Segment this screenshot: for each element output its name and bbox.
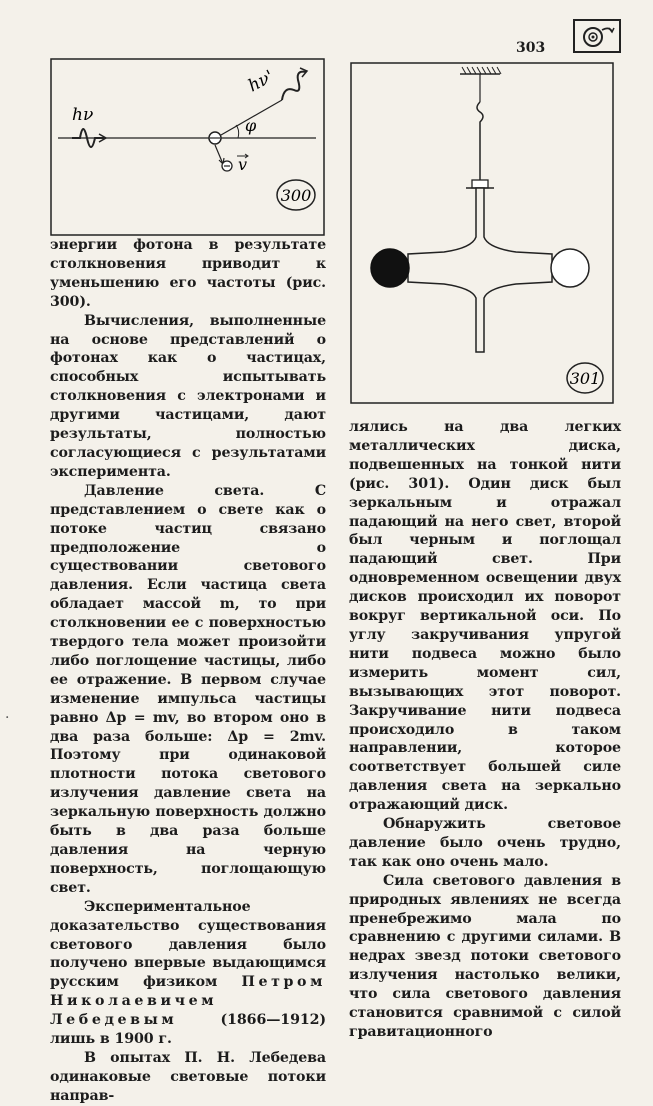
paragraph-pressure-small: Обнаружить световое давление было очень трудно, так как оно очень мало. — [349, 816, 621, 870]
lebedev-years: (1866—1912) лишь в 1900 г. — [50, 1012, 326, 1048]
experimental-proof-text: Экспериментальное доказательство существования светового давления было получено впервые выдающимся русским физиком — [50, 898, 326, 991]
figure-301-number: 301 — [569, 369, 601, 388]
paragraph-stellar-pressure: Сила светового давления в природных явлениях не всегда пренебрежимо мала по сравнению с другими силами. В недрах звезд потоки светового излучения настолько велики, что сила светового давления становится сравнимой с силой гравитационного — [349, 872, 621, 1040]
electron-velocity-label: v — [238, 155, 248, 174]
paragraph-light-pressure — [50, 482, 326, 898]
figure-300-number: 300 — [280, 186, 312, 205]
lebedev-first-names: Петром Николаевичем — [50, 974, 326, 1010]
left-text-column — [50, 236, 326, 1106]
incoming-photon-label: hν — [72, 105, 94, 125]
figure-300-compton-scattering — [50, 58, 325, 236]
paragraph-calculations: Вычисления, выполненные на основе представлений о фотонах как о частицах, способных испытывать столкновения с электронами и другими частицами, дают результаты, полностью согласующиеся с результатами эксперимента. — [50, 312, 326, 480]
scattered-photon-label: hν' — [244, 66, 278, 97]
lebedev-surname: Лебедевым — [50, 1012, 178, 1029]
section-heading-light-pressure: Давление света. — [84, 482, 265, 499]
rotating-disc-icon — [572, 18, 622, 54]
scattering-angle-label: φ — [245, 116, 257, 135]
right-text-column — [349, 418, 621, 1042]
page-number: 303 — [516, 40, 546, 56]
margin-mark: · — [5, 710, 10, 726]
paragraph-photon-energy: энергии фотона в результате столкновения приводит к уменьшению его частоты (рис. 300). — [50, 237, 326, 310]
paragraph-experimental-proof — [50, 898, 326, 1049]
paragraph-discs-description: лялись на два легких металлических диска, подвешенных на тонкой нити (рис. 301). Один диск был зеркальным и отражал падающий на него свет, второй был черным и поглощал падающий свет. При одновременном освещении двух дисков происходил их поворот вокруг вертикальной оси. По углу закручивания упругой нити подвеса можно было измерить момент сил, вызывающих этот поворот. Закручивание нити подвеса происходило в таком направлении, которое соответствует большей силе давления света на зеркально отражающий диск. — [349, 419, 621, 814]
paragraph-lebedev-experiments: В опытах П. Н. Лебедева одинаковые световые потоки направ- — [50, 1049, 326, 1104]
light-pressure-text: С представлением о свете как о потоке частиц связано предположение о существовании светового давления. Если частица света обладает массой m, то при столкновении ее с поверхностью твердого тела может произойти либо поглощение частицы, либо ее отражение. В первом случае изменение импульса частицы равно Δp = mv, во втором оно в два раза больше: Δp = 2mv. Поэтому при одинаковой плотности потока светового излучения давление света на зеркальную поверхность должно быть в два раза больше давления на черную поверхность, поглощающую свет. — [50, 482, 327, 896]
figure-301-lebedev-apparatus — [350, 62, 614, 404]
